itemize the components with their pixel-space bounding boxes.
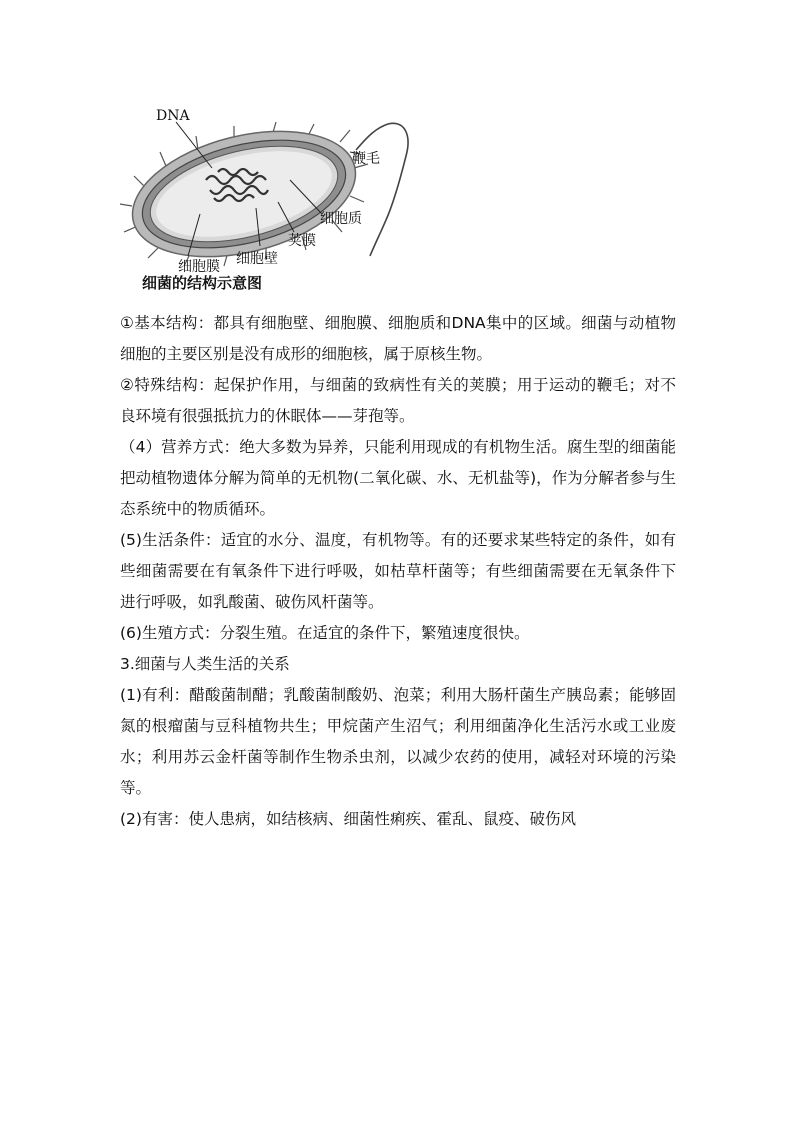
paragraph-harmful: (2)有害：使人患病，如结核病、细菌性痢疾、霍乱、鼠疫、破伤风 [120, 810, 576, 828]
label-flagellum: 鞭毛 [352, 151, 380, 167]
label-cell-wall: 细胞壁 [236, 251, 278, 267]
label-cell-membrane: 细胞膜 [178, 259, 220, 275]
document-body [120, 308, 676, 835]
label-capsule: 荚膜 [288, 233, 316, 249]
paragraph-special-structure: ②特殊结构：起保护作用，与细菌的致病性有关的荚膜；用于运动的鞭毛；对不良环境有很强抵抗力的休眠体——芽孢等。 [120, 376, 676, 425]
figure-caption: 细菌的结构示意图 [141, 274, 262, 292]
paragraph-beneficial: (1)有利：醋酸菌制醋；乳酸菌制酸奶、泡菜；利用大肠杆菌生产胰岛素；能够固氮的根瘤菌与豆科植物共生；甲烷菌产生沼气；利用细菌净化生活污水或工业废水；利用苏云金杆菌等制作生物杀虫剂，以减少农药的使用，减轻对环境的污染等。 [120, 686, 676, 797]
bacteria-structure-figure [118, 106, 418, 296]
flagellum [356, 123, 408, 256]
paragraph-living-conditions: (5)生活条件：适宜的水分、温度，有机物等。有的还要求某些特定的条件，如有些细菌需要在有氧条件下进行呼吸，如枯草杆菌等；有些细菌需要在无氧条件下进行呼吸，如乳酸菌、破伤风杆菌等。 [120, 531, 676, 611]
paragraph-reproduction: (6)生殖方式：分裂生殖。在适宜的条件下，繁殖速度很快。 [120, 624, 530, 642]
label-dna: DNA [156, 108, 190, 124]
paragraph-nutrition: （4）营养方式：绝大多数为异养，只能利用现成的有机物生活。腐生型的细菌能把动植物遗体分解为简单的无机物(二氧化碳、水、无机盐等)，作为分解者参与生态系统中的物质循环。 [120, 438, 676, 518]
paragraph-basic-structure: ①基本结构：都具有细胞壁、细胞膜、细胞质和DNA集中的区域。细菌与动植物细胞的主要区别是没有成形的细胞核，属于原核生物。 [120, 314, 676, 363]
label-cytoplasm: 细胞质 [320, 211, 362, 227]
section-heading-human-relations: 3.细菌与人类生活的关系 [120, 655, 290, 673]
